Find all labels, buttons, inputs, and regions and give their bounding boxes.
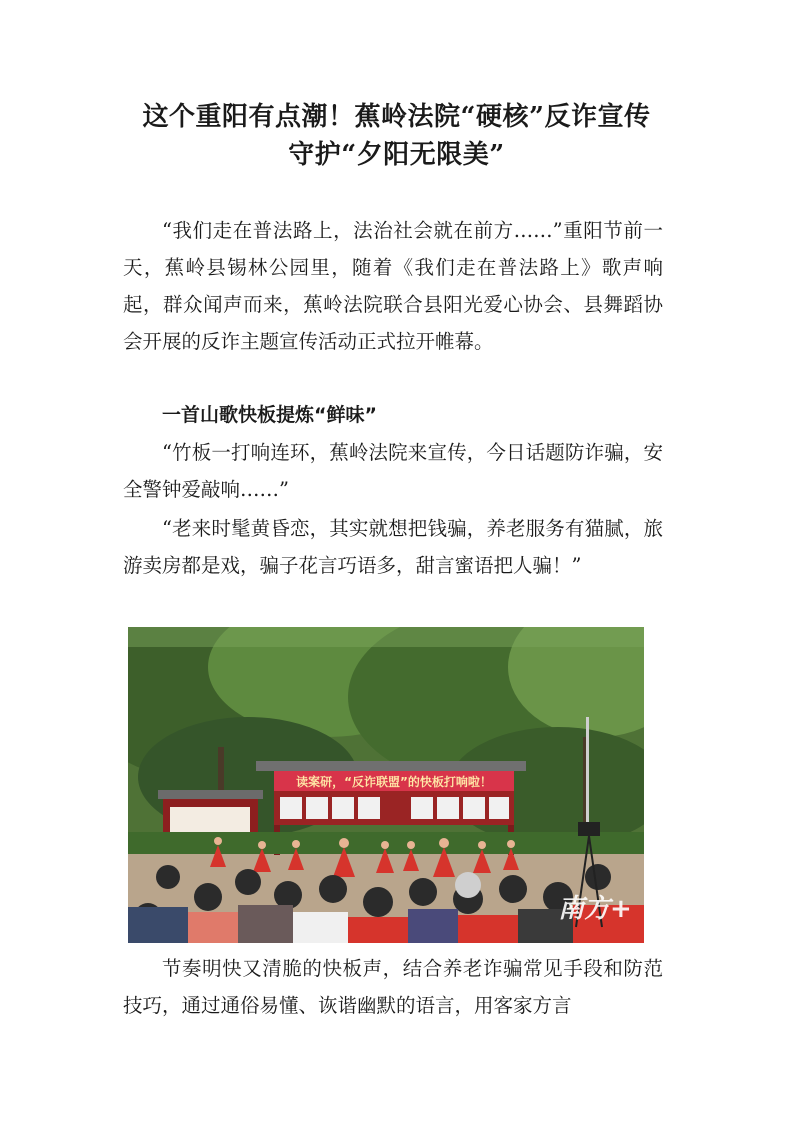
paragraph-kuaiban-2: “老来时髦黄昏恋，其实就想把钱骗，养老服务有猫腻，旅游卖房都是戏，骗子花言巧语多，甜言蜜语把人骗！” <box>123 517 663 577</box>
paragraph-description: 节奏明快又清脆的快板声，结合养老诈骗常见手段和防范技巧，通过通俗易懂、诙谐幽默的语言，用客家方言 <box>123 957 663 1017</box>
paragraph-kuaiban-1: “竹板一打响连环，蕉岭法院来宣传，今日话题防诈骗，安全警钟爱敲响……” <box>123 441 663 501</box>
section-heading: 一首山歌快板提炼“鲜味” <box>162 404 377 426</box>
article-title-line1: 这个重阳有点潮！蕉岭法院“硬核”反诈宣传 <box>142 102 651 132</box>
watermark-logo: 南方+ <box>558 894 632 924</box>
event-photo-illustration <box>128 627 644 943</box>
paragraph-intro: “我们走在普法路上，法治社会就在前方……”重阳节前一天，蕉岭县锡林公园里，随着《我们走在普法路上》歌声响起，群众闻声而来，蕉岭法院联合县阳光爱心协会、县舞蹈协会开展的反诈主题宣传活动正式拉开帷幕。 <box>123 219 663 353</box>
banner-text: 读案研，“反诈联盟”的快板打响啦！ <box>296 775 492 789</box>
article-title-line2: 守护“夕阳无限美” <box>288 140 505 170</box>
event-photo <box>128 627 644 943</box>
